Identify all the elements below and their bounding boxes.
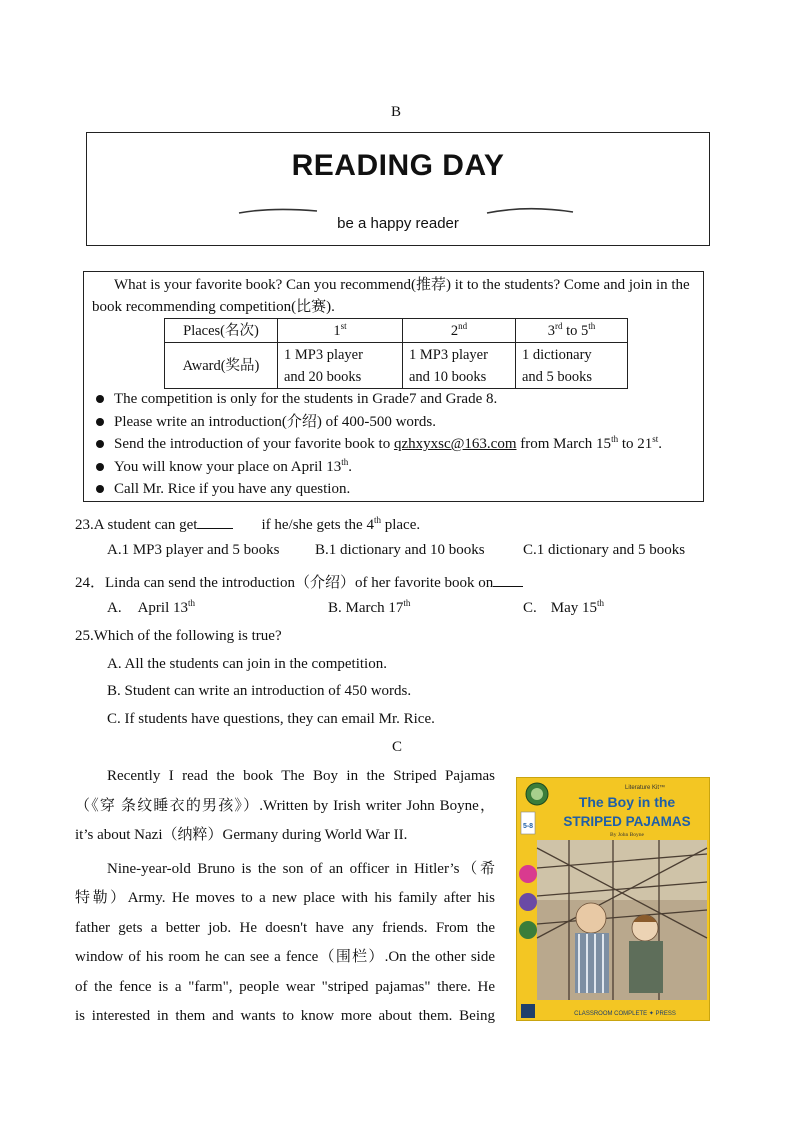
cover-publisher: CLASSROOM COMPLETE ✦ PRESS	[574, 1011, 676, 1017]
passage-c	[75, 762, 495, 1032]
competition-notice	[83, 271, 704, 502]
banner-subtitle: be a happy reader	[337, 215, 459, 232]
passage-line: it’s about Nazi（纳粹）Germany during World War II.	[75, 827, 408, 843]
award-header: Award(奖品)	[165, 343, 278, 389]
q24-option-c: C. May 15th	[523, 598, 605, 616]
section-c-label: C	[392, 739, 403, 755]
passage-line: father gets a better job. He doesn't have any friends. From the	[75, 919, 495, 936]
reading-day-banner	[86, 132, 710, 246]
cover-author: By John Boyne	[610, 832, 644, 838]
cover-title-line2: STRIPED PAJAMAS	[563, 814, 691, 829]
passage-line: is interested in them and wants to know more about them. Being	[75, 1008, 495, 1024]
q23-option-c: C.1 dictionary and 5 books	[523, 542, 686, 558]
rule-item: You will know your place on April 13th.	[94, 456, 662, 479]
places-header: Places(名次)	[165, 319, 278, 343]
answer-blank[interactable]	[197, 514, 233, 529]
passage-line: Recently I read the book The Boy in the Striped Pajamas	[107, 768, 495, 784]
answer-blank[interactable]	[493, 572, 523, 587]
rule-item: The competition is only for the students in Grade7 and Grade 8.	[94, 388, 662, 411]
q24-option-b: B. March 17th	[328, 598, 411, 616]
book-cover-art	[517, 778, 710, 1021]
cover-title-line1: The Boy in the	[578, 794, 676, 810]
q24-option-a: A. April 13th	[107, 598, 196, 616]
book-cover-image	[516, 777, 710, 1021]
passage-line: of the fence is a "farm", people wear "striped pajamas" there. He	[75, 978, 495, 995]
award-2nd: 1 MP3 player and 10 books	[403, 343, 516, 389]
banner-title: READING DAY	[291, 149, 505, 182]
q25-option-a: A. All the students can join in the competition.	[107, 656, 387, 672]
rule-item: Call Mr. Rice if you have any question.	[94, 478, 662, 501]
question-25-stem: 25.Which of the following is true?	[75, 628, 282, 644]
question-24-stem: 24．Linda can send the introduction（介绍）of her favorite book on	[75, 571, 523, 592]
passage-line: （《穿 条纹睡衣的男孩》）.Written by Irish writer John Boyne，	[75, 797, 495, 814]
passage-line: window of his room he can see a fence（围栏）.On the other side	[75, 949, 495, 965]
award-1st: 1 MP3 player and 20 books	[278, 343, 403, 389]
passage-line: Nine-year-old Bruno is the son of an officer in Hitler’s（希	[107, 860, 495, 877]
q23-option-b: B.1 dictionary and 10 books	[315, 542, 485, 558]
place-1st: 1st	[278, 319, 403, 343]
place-3rd-to-5th: 3rd to 5th	[516, 319, 628, 343]
place-2nd: 2nd	[403, 319, 516, 343]
passage-line: 特勒）Army. He moves to a new place with his family after his	[75, 890, 495, 906]
contact-email-link[interactable]: qzhxyxsc@163.com	[393, 436, 517, 452]
q25-option-b: B. Student can write an introduction of 450 words.	[107, 683, 412, 699]
q25-option-c: C. If students have questions, they can email Mr. Rice.	[107, 711, 435, 727]
rule-item: Please write an introduction(介绍) of 400-500 words.	[94, 411, 662, 434]
notice-intro: What is your favorite book? Can you recommend(推荐) it to the students? Come and join in the book recommending competition(比赛).	[92, 277, 690, 315]
svg-text:5-8: 5-8	[522, 823, 534, 830]
q23-option-a: A.1 MP3 player and 5 books	[107, 542, 280, 558]
awards-table	[164, 318, 628, 389]
award-3rd-to-5th: 1 dictionary and 5 books	[516, 343, 628, 389]
cover-series-text: Literature Kit™	[624, 785, 666, 791]
question-23-stem: 23.A student can get if he/she gets the 4th place.	[75, 515, 421, 533]
rule-item: Send the introduction of your favorite book to qzhxyxsc@163.com from March 15th to 21st.	[94, 433, 662, 456]
section-b-label: B	[391, 104, 402, 120]
rules-list	[94, 388, 662, 501]
